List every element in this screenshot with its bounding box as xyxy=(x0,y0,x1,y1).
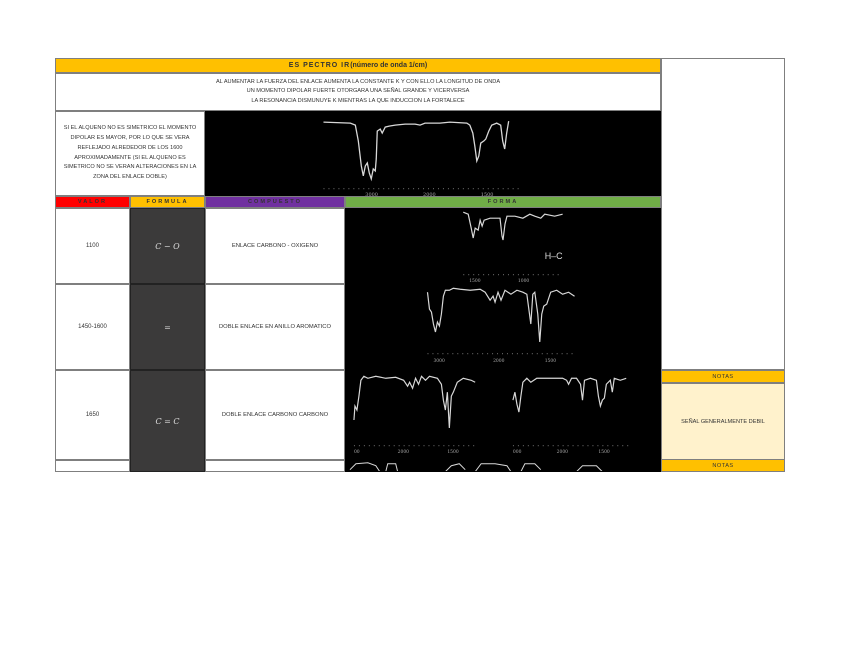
row-4-compuesto xyxy=(205,460,345,472)
row-4-valor xyxy=(55,460,130,472)
row-3-tick: 000 xyxy=(512,449,522,455)
row-1-formula: C − O xyxy=(130,208,205,284)
row-1-valor: 1100 xyxy=(55,208,130,284)
row-3-compuesto: DOBLE ENLACE CARBONO CARBONO xyxy=(205,370,345,460)
row-3-spectrum-image xyxy=(345,370,661,472)
header-forma: FORMA xyxy=(345,196,661,208)
row-2-spectrum-image xyxy=(345,284,661,370)
row-3-formula: C = C xyxy=(130,370,205,472)
row-3-tick: 2000 xyxy=(556,449,569,455)
notes-header-2: NOTAS xyxy=(661,459,785,472)
intro-line: UN MOMENTO DIPOLAR FUERTE OTORGARA UNA SEÑAL GRANDE Y VICERVERSA xyxy=(246,88,470,95)
row-2-tick: 2000 xyxy=(493,358,505,364)
top-tick: 3000 xyxy=(365,191,378,196)
row-2-spectrum-plot xyxy=(346,284,660,370)
h-c-label: H–C xyxy=(544,250,563,261)
row-2-tick: 1500 xyxy=(544,358,557,364)
blank-notes-column xyxy=(661,58,785,370)
intro-line: AL AUMENTAR LA FUERZA DEL ENLACE AUMENTA LA CONSTANTE K Y CON ELLO LA LONGITUD DE ONDA xyxy=(215,78,501,85)
row-1-compuesto: ENLACE CARBONO - OXIGENO xyxy=(205,208,345,284)
row-3-tick: 00 xyxy=(353,449,360,455)
row-3-spectrum-plot xyxy=(346,370,660,472)
notes-body: SEÑAL GENERALMENTE DEBIL xyxy=(661,383,785,460)
top-spectrum-plot xyxy=(206,111,660,196)
header-compuesto: COMPUESTO xyxy=(205,196,345,208)
row-2-compuesto: DOBLE ENLACE EN ANILLO AROMATICO xyxy=(205,284,345,370)
header-valor: VALOR xyxy=(55,196,130,208)
row-1-tick: 1000 xyxy=(517,278,530,284)
row-1-tick: 1500 xyxy=(469,278,481,284)
row-2-formula: = xyxy=(130,284,205,370)
row-3-tick: 1500 xyxy=(447,449,459,455)
title-suffix: (número de onda 1/cm) xyxy=(350,62,428,69)
notes-header: NOTAS xyxy=(661,370,785,383)
row-3-valor: 1650 xyxy=(55,370,130,460)
header-formula: FORMULA xyxy=(130,196,205,208)
top-ir-spectrum-image xyxy=(205,111,661,196)
top-tick: 1500 xyxy=(480,191,494,196)
top-tick: 2000 xyxy=(423,191,436,196)
title-prefix: ES PECTRO IR xyxy=(288,62,351,69)
row-3-tick: 1500 xyxy=(598,449,610,455)
row-1-spectrum-image xyxy=(345,208,661,284)
row-2-valor: 1450-1600 xyxy=(55,284,130,370)
intro-line: LA RESONANCIA DISMUNUYE K MIENTRAS LA QUE INDUCCION LA FORTALECE xyxy=(251,97,465,104)
row-1-spectrum-plot xyxy=(346,208,660,284)
sheet-title xyxy=(55,58,661,73)
ir-spectrum-sheet xyxy=(55,58,785,472)
alkene-symmetry-note: SI EL ALQUENO NO ES SIMETRICO EL MOMENTO DIPOLAR ES MAYOR, POR LO QUE SE VERA REFLEJADO ALREDEDOR DE LOS 1600 APROXIMADAMENTE (SI EL ALQUENO ES SIMETRICO NO SE VERAN ALTERACIONES EN LA ZONA DEL ENLACE DOBLE) xyxy=(55,111,205,196)
row-3-tick: 2000 xyxy=(397,449,410,455)
intro-text xyxy=(55,73,661,111)
row-2-tick: 3000 xyxy=(433,358,445,364)
